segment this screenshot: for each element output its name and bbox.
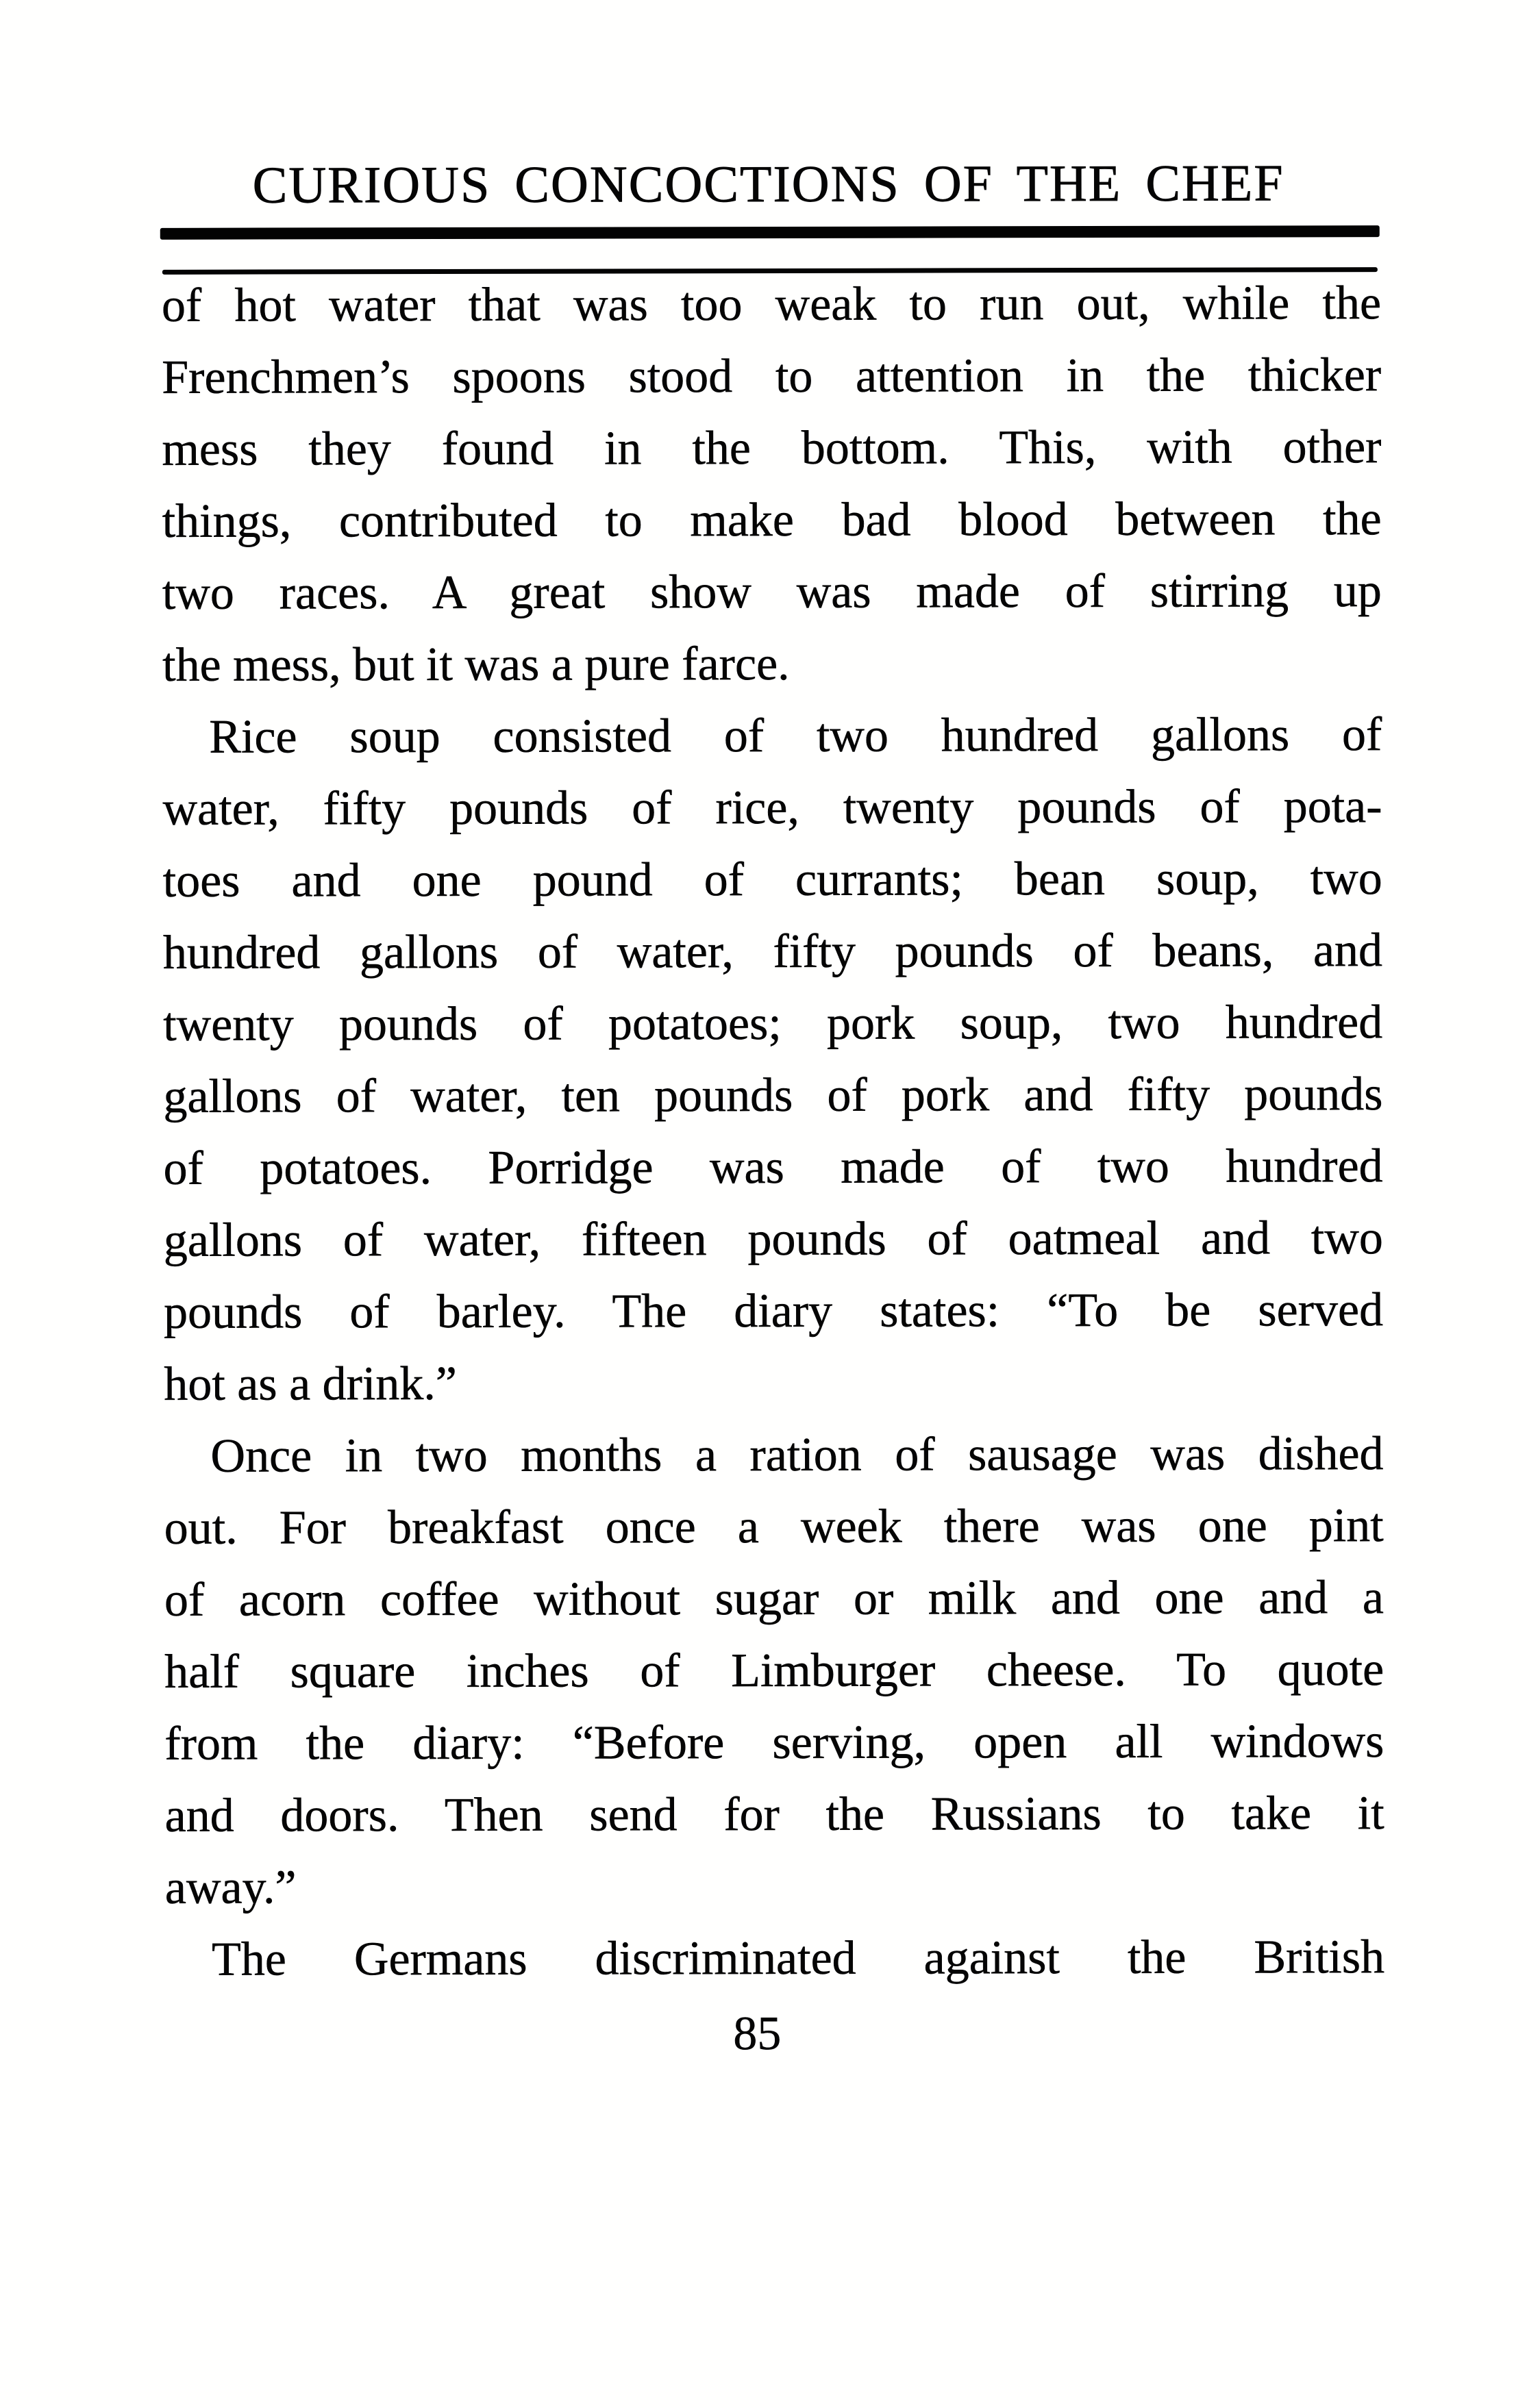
text-line: gallons of water, fifteen pounds of oatmeal and two — [163, 1212, 1383, 1267]
text-line: toes and one pound of currants; bean soup, two — [162, 852, 1382, 907]
text-line: twenty pounds of potatoes; pork soup, two hundred — [163, 996, 1383, 1051]
text-line: from the diary: “Before serving, open all windows — [164, 1715, 1384, 1770]
text-line: two races. A great show was made of stirring up — [162, 564, 1382, 620]
page-title: CURIOUS CONCOCTIONS OF THE CHEF — [252, 154, 1284, 214]
header-rule-thick — [160, 225, 1380, 240]
text-line: away.” — [164, 1861, 297, 1914]
paragraph-4 — [165, 1921, 1384, 1996]
text-line: pounds of barley. The diary states: “To be served — [163, 1283, 1384, 1339]
text-line: hundred gallons of water, fifty pounds of beans, and — [162, 924, 1383, 979]
text-line: of hot water that was too weak to run out, while the — [161, 277, 1382, 332]
text-line: hot as a drink.” — [164, 1357, 458, 1411]
text-line: things, contributed to make bad blood between the — [162, 492, 1382, 548]
text-line: The Germans discriminated against the British — [211, 1931, 1385, 1986]
text-line: of acorn coffee without sugar or milk and one and a — [164, 1571, 1384, 1627]
text-line: water, fifty pounds of rice, twenty pounds of pota- — [162, 780, 1382, 836]
text-line: half square inches of Limburger cheese. To quote — [164, 1643, 1384, 1698]
body-text — [162, 267, 1384, 1996]
text-line: out. For breakfast once a week there was one pint — [164, 1499, 1384, 1555]
page-number: 85 — [733, 2007, 782, 2061]
paragraph-3 — [164, 1418, 1384, 1924]
text-line: the mess, but it was a pure farce. — [162, 637, 790, 692]
text-line: Once in two months a ration of sausage was dished — [210, 1427, 1384, 1483]
paragraph-1 — [162, 267, 1382, 701]
text-line: gallons of water, ten pounds of pork and fifty pounds — [163, 1068, 1383, 1123]
text-line: mess they found in the bottom. This, with other — [162, 421, 1382, 476]
paragraph-2 — [162, 699, 1383, 1420]
text-line: Rice soup consisted of two hundred gallons of — [209, 708, 1382, 764]
text-line: of potatoes. Porridge was made of two hundred — [163, 1140, 1383, 1195]
text-line: Frenchmen’s spoons stood to attention in the thicker — [162, 349, 1382, 404]
text-line: and doors. Then send for the Russians to take it — [164, 1787, 1384, 1842]
